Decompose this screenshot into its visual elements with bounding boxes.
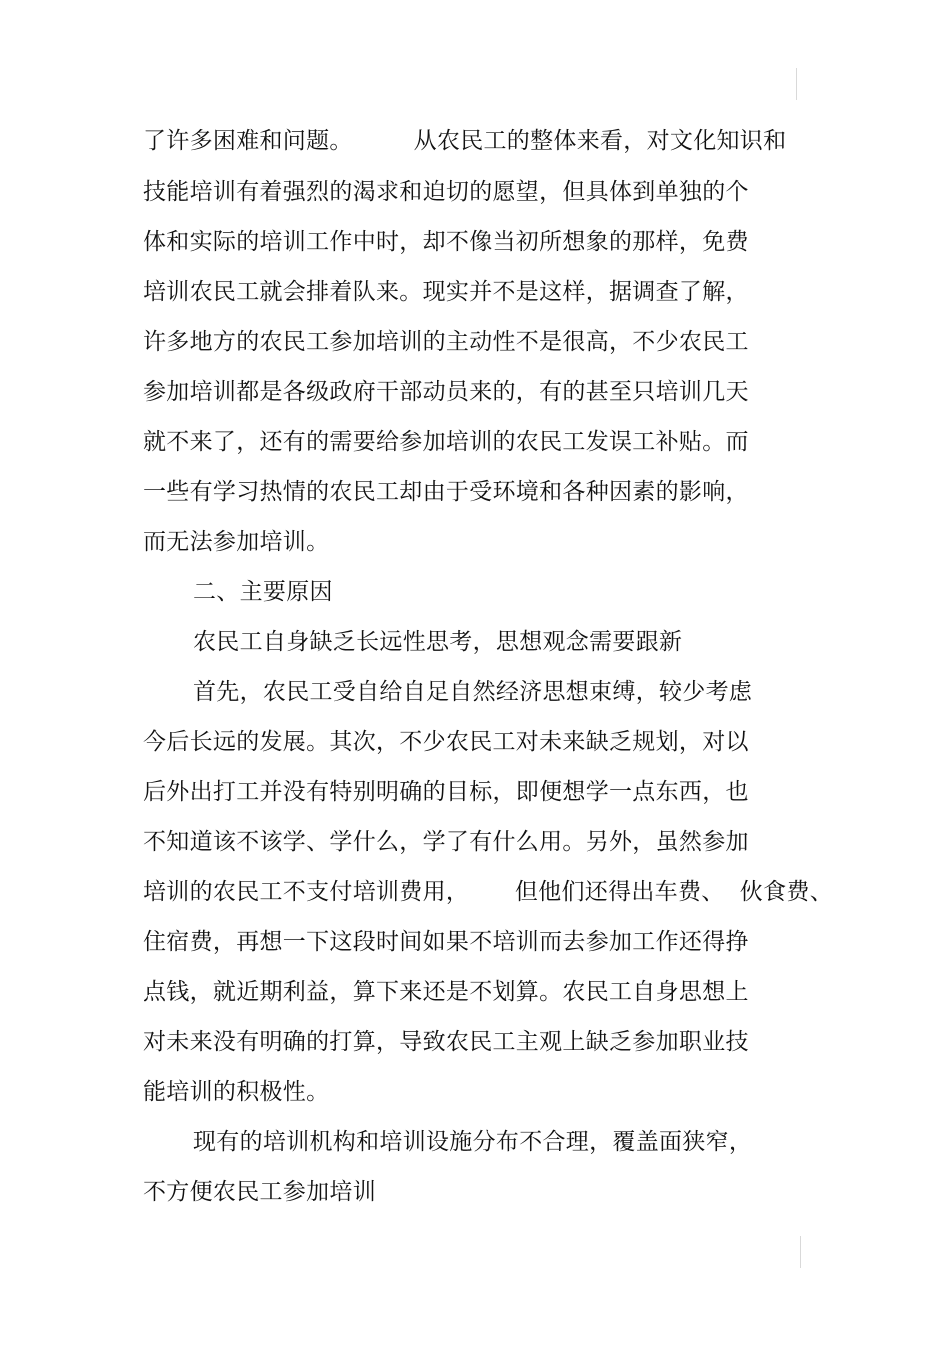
subsection-heading-2: 现有的培训机构和培训设施分布不合理，覆盖面狭窄， bbox=[193, 1129, 753, 1155]
text-line-1: 了许多困难和问题。 从农民工的整体来看，对文化知识和 bbox=[143, 128, 787, 154]
text-line-17: 住宿费，再想一下这段时间如果不培训而去参加工作还得挣 bbox=[143, 929, 749, 955]
text-line-12: 首先，农民工受自给自足自然经济思想束缚，较少考虑 bbox=[193, 679, 753, 705]
text-line-20: 能培训的积极性。 bbox=[143, 1079, 330, 1105]
text-line-4: 培训农民工就会排着队来。现实并不是这样，据调查了解， bbox=[143, 279, 749, 305]
text-line-9: 而无法参加培训。 bbox=[143, 529, 330, 555]
text-line-5: 许多地方的农民工参加培训的主动性不是很高，不少农民工 bbox=[143, 329, 749, 355]
text-line-15: 不知道该不该学、学什么，学了有什么用。另外，虽然参加 bbox=[143, 829, 749, 855]
text-line-14: 后外出打工并没有特别明确的目标，即便想学一点东西，也 bbox=[143, 779, 749, 805]
text-line-19: 对未来没有明确的打算，导致农民工主观上缺乏参加职业技 bbox=[143, 1029, 749, 1055]
text-line-22: 不方便农民工参加培训 bbox=[143, 1179, 376, 1205]
margin-mark-bottom bbox=[800, 1236, 801, 1268]
subsection-heading-1: 农民工自身缺乏长远性思考，思想观念需要跟新 bbox=[193, 629, 683, 655]
section-heading: 二、主要原因 bbox=[193, 579, 333, 605]
text-line-13: 今后长远的发展。其次，不少农民工对未来缺乏规划，对以 bbox=[143, 729, 749, 755]
text-line-8: 一些有学习热情的农民工却由于受环境和各种因素的影响， bbox=[143, 479, 749, 505]
margin-mark-top bbox=[796, 68, 797, 100]
text-line-16: 培训的农民工不支付培训费用， 但他们还得出车费、 伙食费、 bbox=[143, 879, 833, 905]
text-line-2: 技能培训有着强烈的渴求和迫切的愿望，但具体到单独的个 bbox=[143, 179, 749, 205]
text-line-18: 点钱，就近期利益，算下来还是不划算。农民工自身思想上 bbox=[143, 979, 749, 1005]
text-line-3: 体和实际的培训工作中时，却不像当初所想象的那样，免费 bbox=[143, 229, 749, 255]
text-line-6: 参加培训都是各级政府干部动员来的，有的甚至只培训几天 bbox=[143, 379, 749, 405]
text-line-7: 就不来了，还有的需要给参加培训的农民工发误工补贴。而 bbox=[143, 429, 749, 455]
